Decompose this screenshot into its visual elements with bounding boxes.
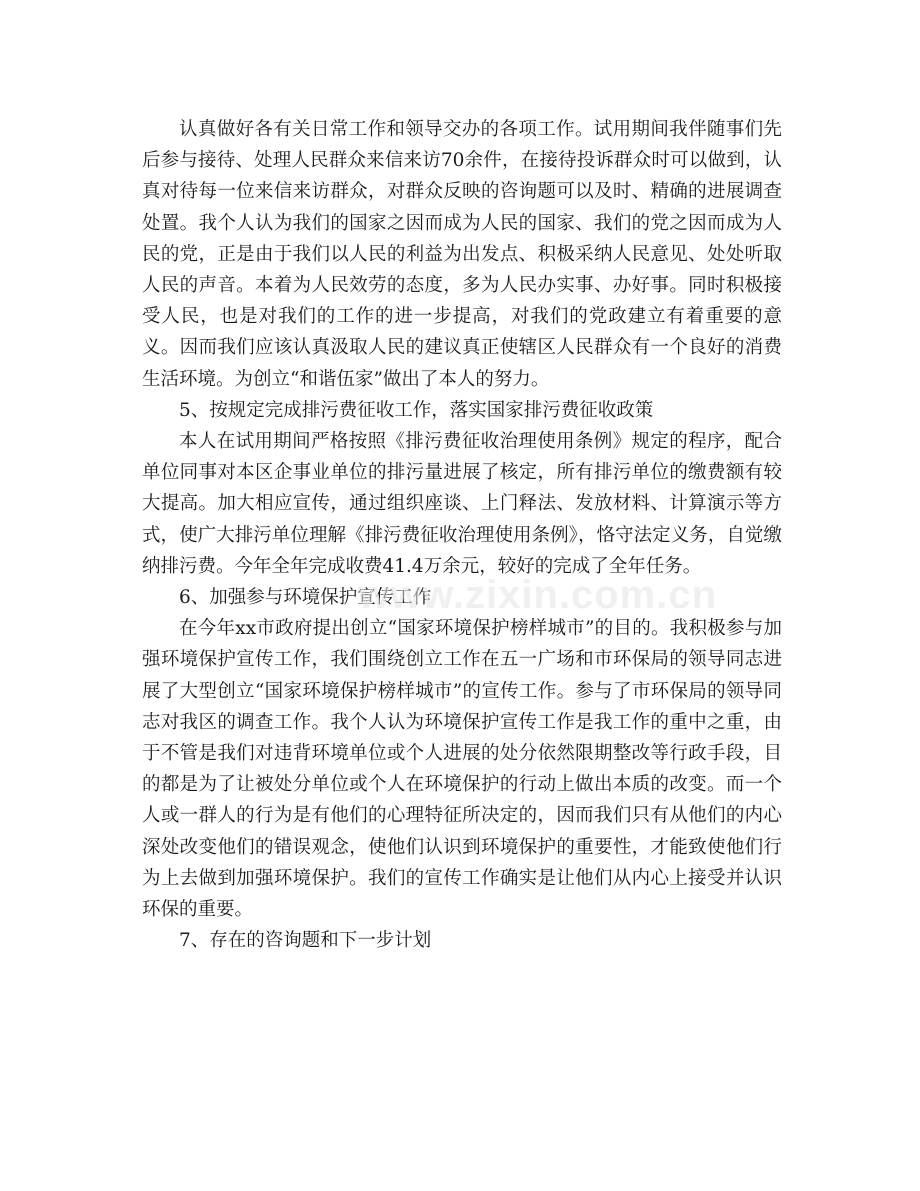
paragraph-daily-work: 认真做好各有关日常工作和领导交办的各项工作。试用期间我伴随事们先后参与接待、处理人民群众来信来访70余件，在接待投诉群众时可以做到，认真对待每一位来信来访群众，对群众反映的咨询题可以及时、精确的进展调查处置。我个人认为我们的国家之因而成为人民的国家、我们的党之因而成为人民的党，正是由于我们以人民的利益为出发点、积极采纳人民意见、处处听取人民的声音。本着为人民效劳的态度，多为人民办实事、办好事。同时积极接受人民，也是对我们的工作的进一步提高，对我们的党政建立有着重要的意义。因而我们应该认真汲取人民的建议真正使辖区人民群众有一个良好的消费生活环境。为创立“和谐伍家”做出了本人的努力。: [142, 119, 782, 390]
paragraph-pollution-fee: 本人在试用期间严格按照《排污费征收治理使用条例》规定的程序，配合单位同事对本区企事业单位的排污量进展了核定，所有排污单位的缴费额有较大提高。加大相应宣传，通过组织座谈、上门释法、发放材料、计算演示等方式，使广大排污单位理解《排污费征收治理使用条例》，恪守法定义务，自觉缴纳排污费。今年全年完成收费41.4万余元，较好的完成了全年任务。: [142, 431, 782, 577]
section-heading-7: 7、存在的咨询题和下一步计划: [179, 930, 432, 952]
document-body: [142, 114, 782, 956]
section-heading-5: 5、按规定完成排污费征收工作，落实国家排污费征收政策: [179, 399, 654, 421]
section-heading-6: 6、加强参与环境保护宣传工作: [179, 587, 432, 609]
paragraph-environment-publicity: 在今年xx市政府提出创立“国家环境保护榜样城市”的目的。我积极参与加强环境保护宣传工作，我们围绕创立工作在五一广场和市环保局的领导同志进展了大型创立“国家环境保护榜样城市”的宣传工作。参与了市环保局的领导同志对我区的调查工作。我个人认为环境保护宣传工作是我工作的重中之重，由于不管是我们对违背环境单位或个人进展的处分依然限期整改等行政手段，目的都是为了让被处分单位或个人在环境保护的行动上做出本质的改变。而一个人或一群人的行为是有他们的心理特征所决定的，因而我们只有从他们的内心深处改变他们的错误观念，使他们认识到环境保护的重要性，才能致使他们行为上去做到加强环境保护。我们的宣传工作确实是让他们从内心上接受并认识环保的重要。: [142, 618, 782, 921]
watermark: www.zixin.com.cn: [358, 573, 718, 617]
